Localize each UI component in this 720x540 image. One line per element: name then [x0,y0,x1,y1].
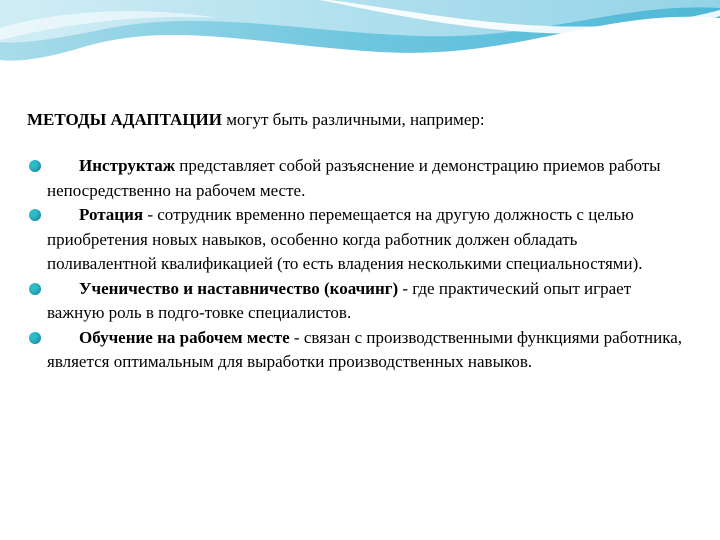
item-text: - связан с производственными функциями работника, является оптимальным для выработки производственных навыков. [47,327,683,371]
intro-line [27,108,687,132]
methods-list [27,154,687,375]
item-term: Ротация [79,205,144,224]
item-text: представляет собой разъяснение и демонстрацию приемов работы непосредственно на рабочем месте. [47,156,661,200]
bullet-icon [29,332,41,344]
item-term: Ученичество и наставничество (коачинг) [79,278,399,298]
list-item [27,277,687,326]
item-text: - где практический опыт играет важную роль в подго-товке специалистов. [47,278,632,322]
item-term: Обучение на рабочем месте [79,327,290,347]
bullet-icon [29,283,41,295]
bullet-icon [29,160,41,172]
item-term: Инструктаж [79,156,176,175]
intro-heading: МЕТОДЫ АДАПТАЦИИ [27,110,223,129]
intro-text: могут быть различными, например: [222,110,485,129]
list-item [27,154,687,203]
item-text: - сотрудник временно перемещается на другую должность с целью приобретения новых навыков, особенно когда работник должен обладать поливалентной квалификацией (то есть владения несколькими специальностями). [47,205,643,273]
list-item [27,326,687,375]
list-item [27,203,687,277]
slide-content [27,108,687,375]
decorative-wave-header [0,0,720,80]
bullet-icon [29,209,41,221]
